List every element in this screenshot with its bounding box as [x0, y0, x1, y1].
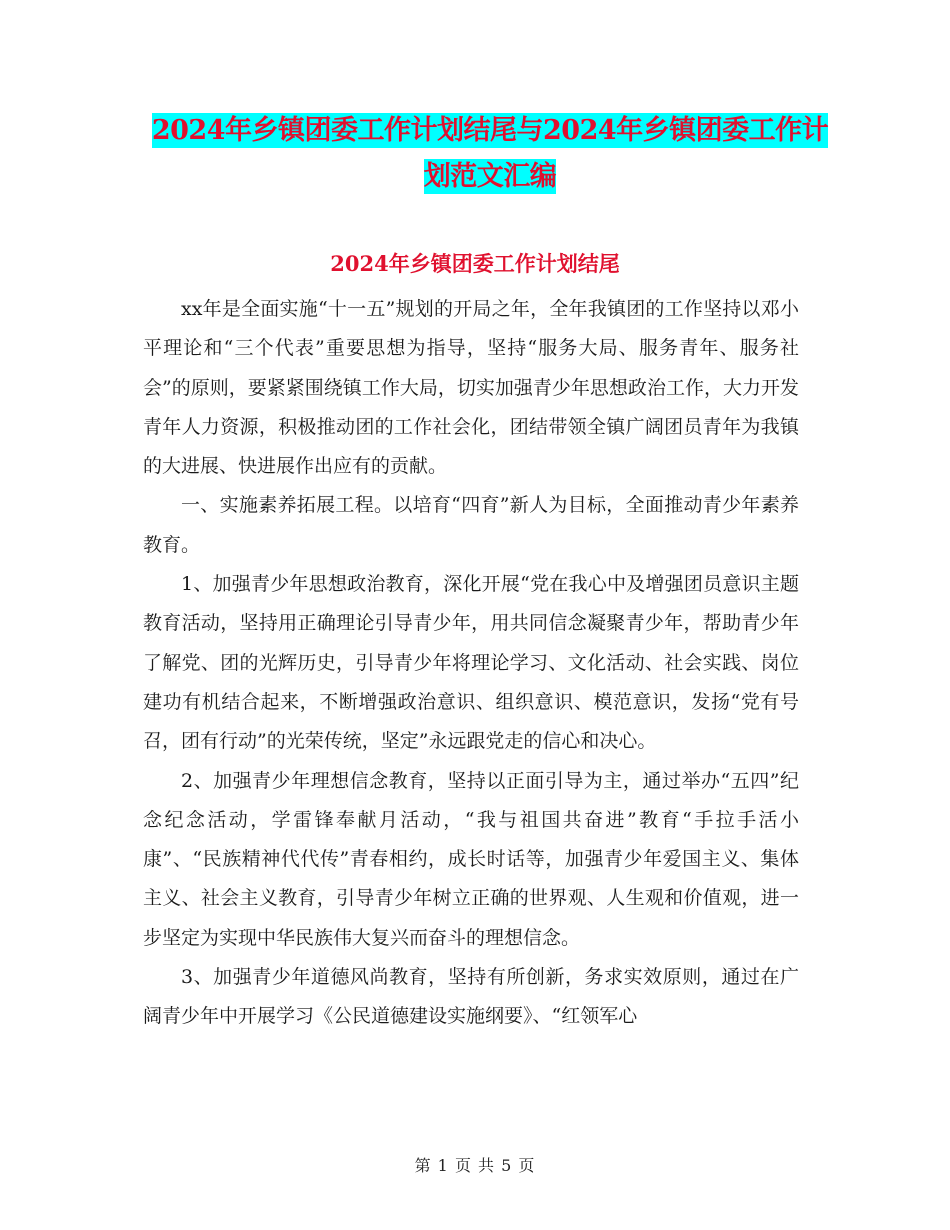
paragraph: xx年是全面实施“十一五”规划的开局之年，全年我镇团的工作坚持以邓小平理论和“三个代表”重要思想为指导，坚持“服务大局、服务青年、服务社会”的原则，要紧紧围绕镇工作大局，切实加强青少年思想政治工作，大力开发青年人力资源，积极推动团的工作社会化，团结带领全镇广阔团员青年为我镇的大进展、快进展作出应有的贡献。: [143, 298, 799, 478]
document-title-text: 2024年乡镇团委工作计划结尾与2024年乡镇团委工作计划范文汇编: [151, 115, 829, 192]
page-footer: 第 1 页 共 5 页: [414, 1156, 536, 1175]
paragraph: 3、加强青少年道德风尚教育，坚持有所创新，务求实效原则，通过在广阔青少年中开展学习《公民道德建设实施纲要》、“红领军心: [143, 966, 799, 1028]
section-heading: 2024年乡镇团委工作计划结尾: [330, 251, 620, 276]
body-text: [143, 290, 799, 1037]
document-title: [140, 108, 840, 200]
paragraph: 1、加强青少年思想政治教育，深化开展“党在我心中及增强团员意识主题教育活动，坚持用正确理论引导青少年，用共同信念凝聚青少年，帮助青少年了解党、团的光辉历史，引导青少年将理论学习、文化活动、社会实践、岗位建功有机结合起来，不断增强政治意识、组织意识、模范意识，发扬“党有号召，团有行动”的光荣传统，坚定”永远跟党走的信心和决心。: [143, 573, 799, 753]
paragraph: 一、实施素养拓展工程。以培育“四育”新人为目标，全面推动青少年素养教育。: [143, 494, 799, 556]
paragraph: 2、加强青少年理想信念教育，坚持以正面引导为主，通过举办“五四”纪念纪念活动，学雷锋奉献月活动，“我与祖国共奋进”教育“手拉手活小康”、“民族精神代代传”青春相约，成长时话等，加强青少年爱国主义、集体主义、社会主义教育，引导青少年树立正确的世界观、人生观和价值观，进一步坚定为实现中华民族伟大复兴而奋斗的理想信念。: [143, 769, 799, 949]
